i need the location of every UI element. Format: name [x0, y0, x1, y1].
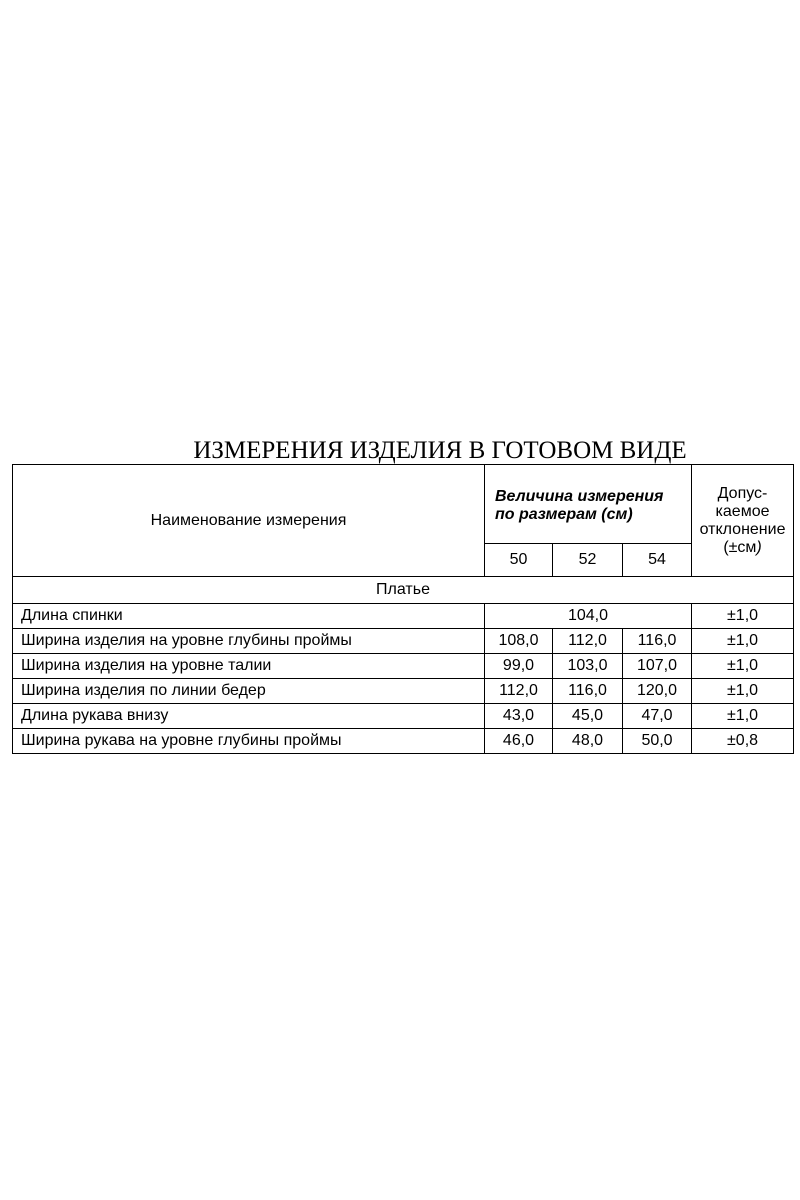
- row-label: Ширина рукава на уровне глубины проймы: [13, 729, 485, 754]
- row-value: 107,0: [623, 654, 692, 679]
- section-row: [13, 577, 794, 604]
- tolerance-header-line: отклонение: [699, 520, 786, 538]
- tolerance-header-line: каемое: [715, 502, 770, 520]
- column-header-tolerance: [692, 465, 794, 577]
- row-value: 116,0: [553, 679, 623, 704]
- row-value: 99,0: [485, 654, 553, 679]
- row-label: Длина спинки: [13, 604, 485, 629]
- row-value: 50,0: [623, 729, 692, 754]
- row-value: 116,0: [623, 629, 692, 654]
- size-header-cell: 52: [553, 544, 623, 577]
- tolerance-unit-suffix: ): [756, 538, 762, 556]
- row-tolerance: ±1,0: [692, 604, 794, 629]
- size-header-cell: 54: [623, 544, 692, 577]
- row-value: 108,0: [485, 629, 553, 654]
- table-header-row: [13, 465, 794, 544]
- row-tolerance: ±1,0: [692, 654, 794, 679]
- column-header-sizes: Величина измерения по размерам (см): [485, 465, 692, 544]
- row-tolerance: ±1,0: [692, 629, 794, 654]
- row-value-merged: 104,0: [485, 604, 692, 629]
- page-title: ИЗМЕРЕНИЯ ИЗДЕЛИЯ В ГОТОВОМ ВИДЕ: [193, 437, 687, 464]
- table-row: [13, 654, 794, 679]
- row-tolerance: ±1,0: [692, 679, 794, 704]
- measurements-table: [12, 464, 794, 754]
- row-value: 45,0: [553, 704, 623, 729]
- tolerance-unit-prefix: (±см: [723, 538, 757, 556]
- row-value: 46,0: [485, 729, 553, 754]
- table-row: [13, 704, 794, 729]
- tolerance-header-line: Допус-: [717, 484, 768, 502]
- row-label: Ширина изделия на уровне талии: [13, 654, 485, 679]
- table-row: [13, 629, 794, 654]
- row-label: Ширина изделия по линии бедер: [13, 679, 485, 704]
- column-header-name: Наименование измерения: [13, 465, 485, 577]
- tolerance-header-unit: [692, 539, 793, 557]
- row-value: 103,0: [553, 654, 623, 679]
- row-value: 112,0: [553, 629, 623, 654]
- size-header-cell: 50: [485, 544, 553, 577]
- row-tolerance: ±0,8: [692, 729, 794, 754]
- table-row: [13, 679, 794, 704]
- row-label: Длина рукава внизу: [13, 704, 485, 729]
- row-value: 47,0: [623, 704, 692, 729]
- row-value: 120,0: [623, 679, 692, 704]
- section-label: Платье: [13, 577, 794, 604]
- row-value: 48,0: [553, 729, 623, 754]
- row-value: 43,0: [485, 704, 553, 729]
- row-tolerance: ±1,0: [692, 704, 794, 729]
- row-value: 112,0: [485, 679, 553, 704]
- row-label: Ширина изделия на уровне глубины проймы: [13, 629, 485, 654]
- table-row: [13, 729, 794, 754]
- table-row: [13, 604, 794, 629]
